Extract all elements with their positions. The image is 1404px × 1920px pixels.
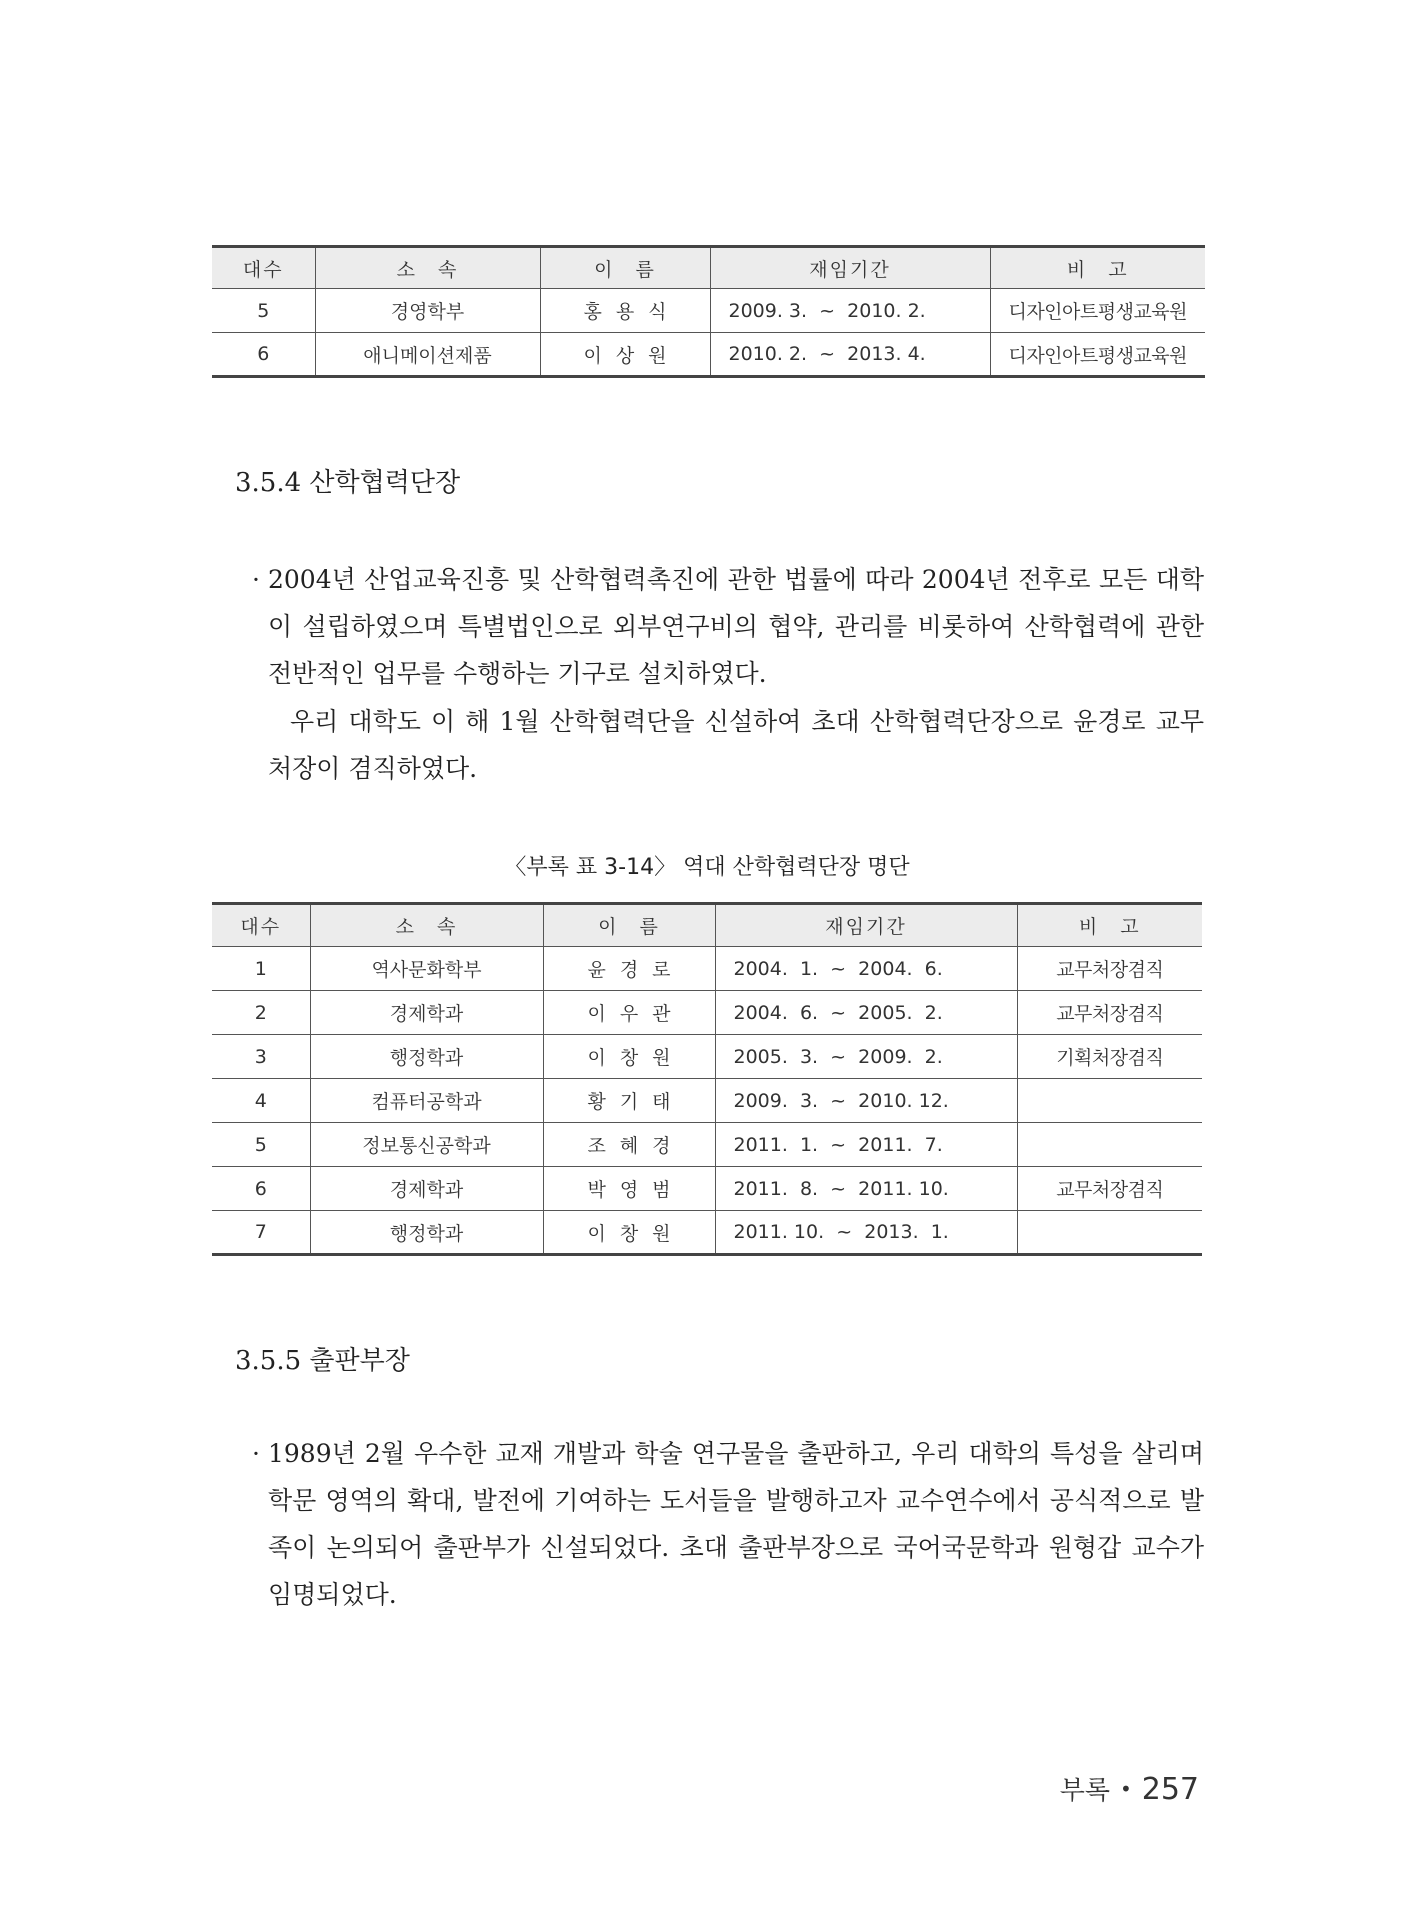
cell-term: 2011. 10. ~ 2013. 1. [715, 1211, 1017, 1255]
header-department: 소 속 [310, 904, 543, 947]
cell-generation: 7 [212, 1211, 310, 1255]
header-term: 재임기간 [715, 904, 1017, 947]
cell-note: 기획처장겸직 [1017, 1035, 1202, 1079]
table-caption: 〈부록 표 3-14〉 역대 산학협력단장 명단 [504, 855, 910, 880]
paragraph [252, 1430, 1204, 1618]
cell-name: 이상원 [540, 333, 710, 377]
header-generation: 대수 [212, 247, 315, 289]
cell-generation: 6 [212, 333, 315, 377]
header-note: 비 고 [990, 247, 1205, 289]
cell-department: 경영학부 [315, 289, 540, 333]
cell-department: 경제학과 [310, 1167, 543, 1211]
bullet-mark: · [252, 1439, 260, 1468]
cell-generation: 2 [212, 991, 310, 1035]
table-row [212, 1079, 1202, 1123]
cell-department: 정보통신공학과 [310, 1123, 543, 1167]
cell-name: 홍용식 [540, 289, 710, 333]
cell-term: 2011. 1. ~ 2011. 7. [715, 1123, 1017, 1167]
header-term: 재임기간 [710, 247, 990, 289]
table-row [212, 1167, 1202, 1211]
table-row [212, 947, 1202, 991]
table-previous-directors [212, 245, 1205, 378]
section-heading: 3.5.5 출판부장 [235, 1346, 410, 1376]
cell-generation: 1 [212, 947, 310, 991]
cell-term: 2005. 3. ~ 2009. 2. [715, 1035, 1017, 1079]
cell-note: 교무처장겸직 [1017, 991, 1202, 1035]
cell-name: 황기태 [543, 1079, 715, 1123]
cell-department: 애니메이션제품 [315, 333, 540, 377]
header-department: 소 속 [315, 247, 540, 289]
header-generation: 대수 [212, 904, 310, 947]
table-row [212, 1211, 1202, 1255]
cell-name: 박영범 [543, 1167, 715, 1211]
cell-department: 경제학과 [310, 991, 543, 1035]
footer-separator: • [1119, 1777, 1132, 1801]
cell-department: 행정학과 [310, 1035, 543, 1079]
paragraph-text: 우리 대학도 이 해 1월 산학협력단을 신설하여 초대 산학협력단장으로 윤경로 교무처장이 겸직하였다. [268, 707, 1204, 783]
cell-note: 교무처장겸직 [1017, 1167, 1202, 1211]
cell-name: 이창원 [543, 1211, 715, 1255]
paragraph [252, 556, 1204, 697]
cell-generation: 4 [212, 1079, 310, 1123]
cell-generation: 6 [212, 1167, 310, 1211]
bullet-mark: · [252, 565, 260, 594]
page-footer [1060, 1770, 1199, 1807]
cell-term: 2009. 3. ~ 2010. 2. [710, 289, 990, 333]
paragraph [268, 698, 1204, 792]
table-row [212, 991, 1202, 1035]
cell-note: 디자인아트평생교육원 [990, 289, 1205, 333]
cell-name: 조혜경 [543, 1123, 715, 1167]
header-name: 이 름 [543, 904, 715, 947]
cell-note [1017, 1079, 1202, 1123]
cell-note: 교무처장겸직 [1017, 947, 1202, 991]
cell-note: 디자인아트평생교육원 [990, 333, 1205, 377]
header-name: 이 름 [540, 247, 710, 289]
cell-name: 윤경로 [543, 947, 715, 991]
cell-term: 2004. 6. ~ 2005. 2. [715, 991, 1017, 1035]
section-heading: 3.5.4 산학협력단장 [235, 468, 461, 498]
cell-generation: 5 [212, 289, 315, 333]
cell-department: 행정학과 [310, 1211, 543, 1255]
footer-label: 부록 [1059, 1776, 1110, 1806]
cell-note [1017, 1211, 1202, 1255]
table-row [212, 333, 1205, 377]
cell-department: 역사문화학부 [310, 947, 543, 991]
paragraph-text: 2004년 산업교육진흥 및 산학협력촉진에 관한 법률에 따라 2004년 전후로 모든 대학이 설립하였으며 특별법인으로 외부연구비의 협약, 관리를 비롯하여 산학협력에 관한 전반적인 업무를 수행하는 기구로 설치하였다. [268, 565, 1204, 688]
cell-name: 이창원 [543, 1035, 715, 1079]
paragraph-text: 1989년 2월 우수한 교재 개발과 학술 연구물을 출판하고, 우리 대학의 특성을 살리며 학문 영역의 확대, 발전에 기여하는 도서들을 발행하고자 교수연수에서 공식적으로 발족이 논의되어 출판부가 신설되었다. 초대 출판부장으로 국어국문학과 원형갑 교수가 임명되었다. [268, 1439, 1204, 1609]
header-note: 비 고 [1017, 904, 1202, 947]
page-number: 257 [1141, 1772, 1199, 1807]
cell-name: 이우관 [543, 991, 715, 1035]
cell-term: 2009. 3. ~ 2010. 12. [715, 1079, 1017, 1123]
table-industry-academic-directors [212, 902, 1202, 1256]
cell-generation: 3 [212, 1035, 310, 1079]
cell-note [1017, 1123, 1202, 1167]
cell-term: 2011. 8. ~ 2011. 10. [715, 1167, 1017, 1211]
table-row [212, 1035, 1202, 1079]
cell-term: 2010. 2. ~ 2013. 4. [710, 333, 990, 377]
table-row [212, 1123, 1202, 1167]
table-row [212, 289, 1205, 333]
cell-generation: 5 [212, 1123, 310, 1167]
cell-term: 2004. 1. ~ 2004. 6. [715, 947, 1017, 991]
cell-department: 컴퓨터공학과 [310, 1079, 543, 1123]
